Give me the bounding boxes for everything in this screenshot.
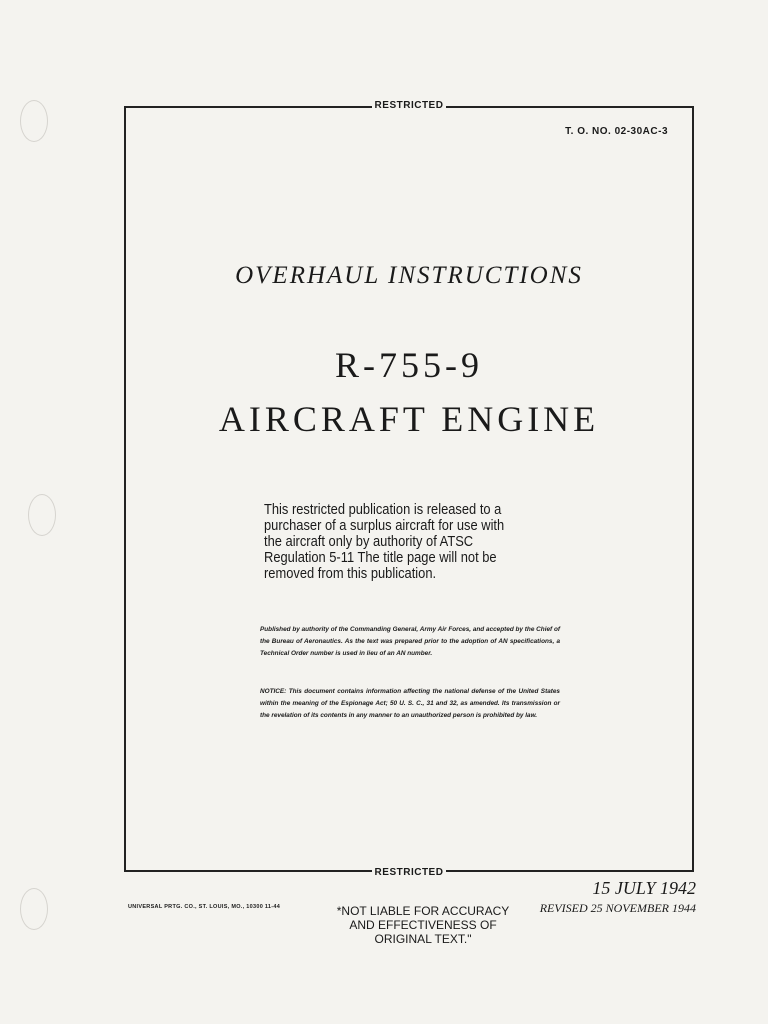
accuracy-line-3: ORIGINAL TEXT." <box>374 932 472 946</box>
title-page-frame <box>124 100 694 878</box>
technical-order-number: T. O. NO. 02-30AC-3 <box>565 126 668 137</box>
engine-model-number: R-755-9 <box>335 345 483 385</box>
punch-hole-bottom <box>20 888 48 930</box>
security-notice: NOTICE: This document contains information affecting the national defense of the United States within the meaning of the Espionage Act; 50 U. S. C., 31 and 32, as amended. Its transmission or the revelation of its contents in any manner to an unauthorized person is prohibited by law. <box>260 688 560 719</box>
accuracy-disclaimer <box>328 904 518 946</box>
published-by-paragraph: Published by authority of the Commanding General, Army Air Forces, and accepted by the Chief of the Bureau of Aeronautics. As the text was prepared prior to the adoption of AN specifications, a Technical Order number is used in lieu of an AN number. <box>260 626 560 657</box>
document-type-heading: OVERHAUL INSTRUCTIONS <box>235 262 583 289</box>
punch-hole-top <box>20 100 48 142</box>
restricted-marking-bottom: RESTRICTED <box>126 867 692 878</box>
punch-hole-middle <box>28 494 56 536</box>
printer-imprint: UNIVERSAL PRTG. CO., ST. LOUIS, MO., 10300 11-44 <box>128 904 281 910</box>
publication-date: 15 JULY 1942 <box>592 878 696 898</box>
accuracy-line-1: *NOT LIABLE FOR ACCURACY <box>336 904 510 918</box>
release-notice: This restricted publication is released to a purchaser of a surplus aircraft for use with the aircraft only by authority of ATSC Regulation 5-11 The title page will not be removed from this publication. <box>264 501 505 582</box>
engine-title: AIRCRAFT ENGINE <box>218 399 600 439</box>
restricted-marking-top: RESTRICTED <box>126 100 692 111</box>
revision-date: REVISED 25 NOVEMBER 1944 <box>539 901 696 915</box>
accuracy-line-2: AND EFFECTIVENESS OF <box>349 918 497 932</box>
